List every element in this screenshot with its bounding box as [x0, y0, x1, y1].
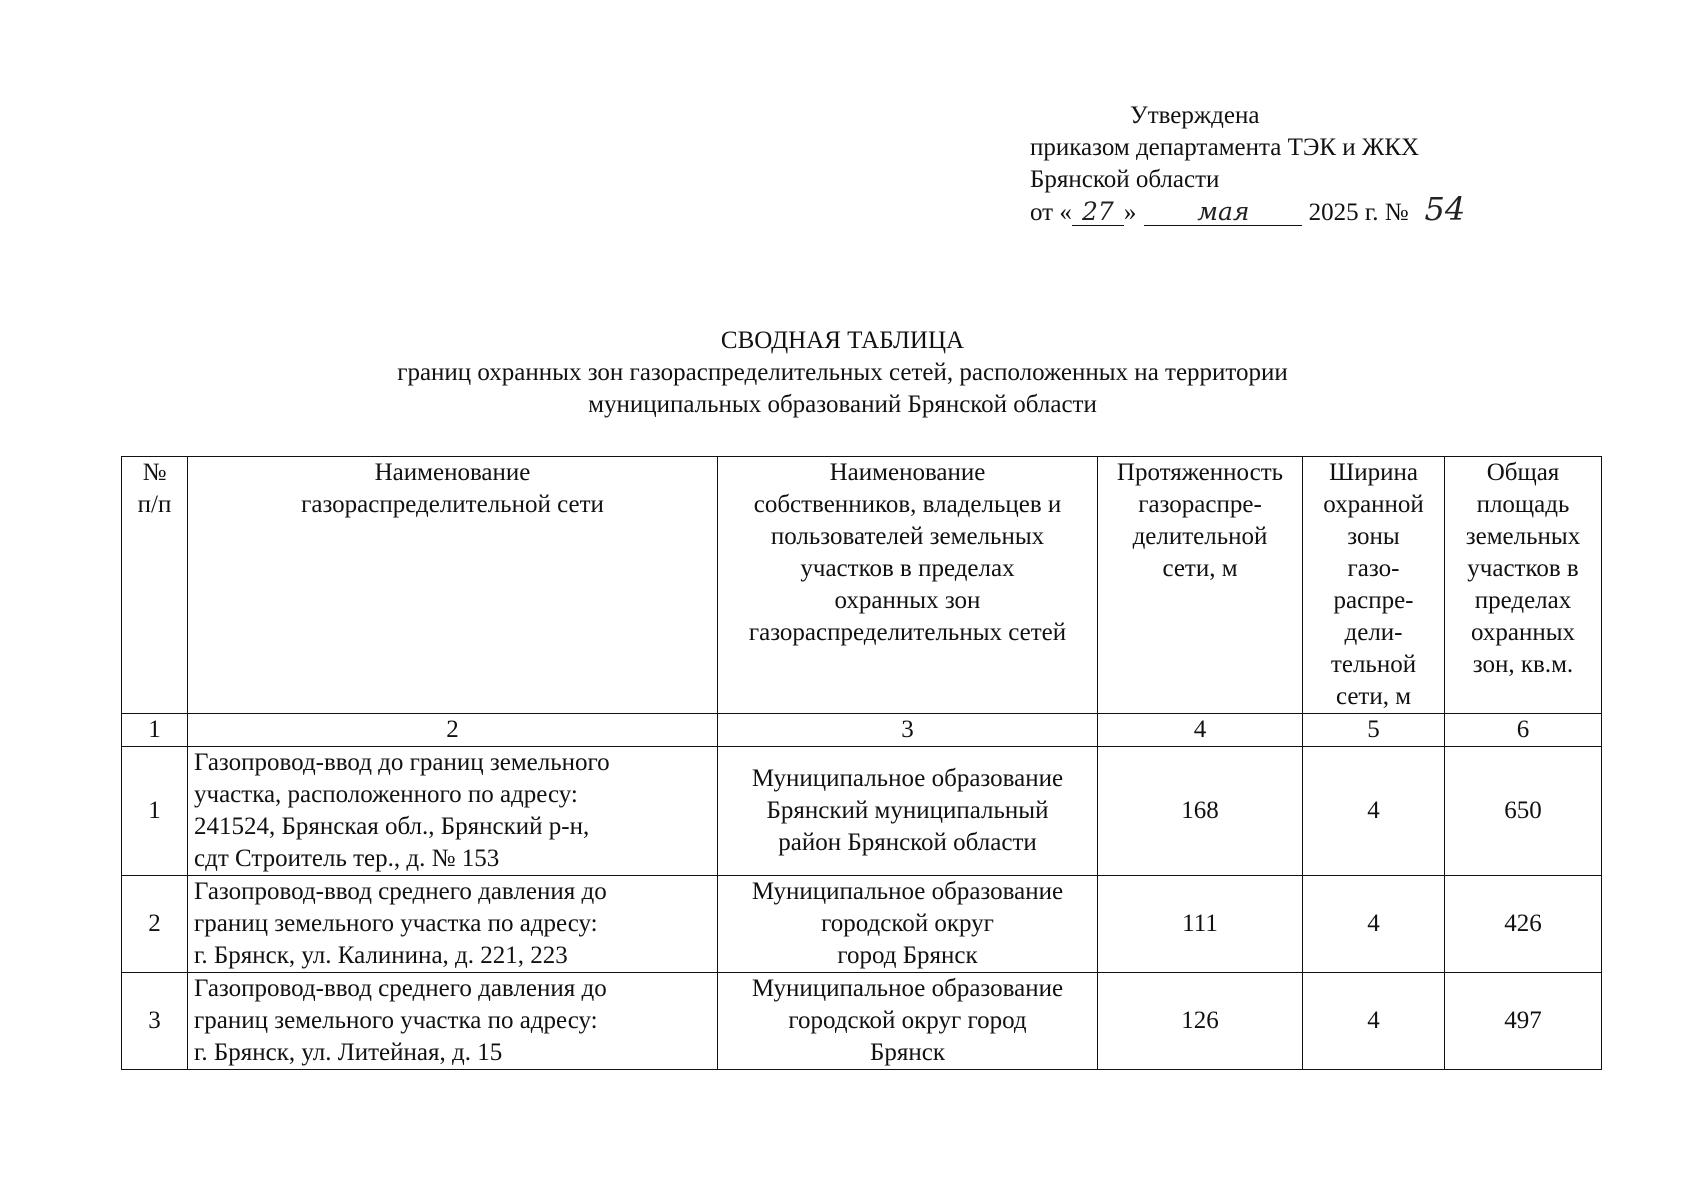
date-day-handwritten: 27 — [1072, 199, 1124, 226]
approval-issuer: приказом департамента ТЭК и ЖКХ — [1030, 134, 1420, 161]
network-name: Газопровод-ввод среднего давления до границ земельного участка по адресу: г. Брянск, ул. Литейная, д. 15 — [188, 973, 718, 1070]
row-number: 2 — [122, 876, 188, 973]
network-length: 126 — [1098, 973, 1303, 1070]
total-area: 497 — [1445, 973, 1602, 1070]
document-subtitle-line-2: муниципальных образований Брянской области — [588, 391, 1097, 418]
header-length: Протяженность газораспре- делительной сети, м — [1098, 457, 1303, 714]
header-network-name: Наименование газораспределительной сети — [188, 457, 718, 714]
date-prefix: от « — [1030, 199, 1072, 226]
document-title: СВОДНАЯ ТАБЛИЦА — [720, 327, 965, 354]
owner-name: Муниципальное образование городской округ город Брянск — [718, 973, 1098, 1070]
table-row — [122, 747, 1602, 876]
row-number: 3 — [122, 973, 188, 1070]
total-area: 426 — [1445, 876, 1602, 973]
approval-title: Утверждена — [1130, 102, 1260, 129]
column-number: 2 — [188, 714, 718, 747]
column-number-row — [122, 714, 1602, 747]
column-number: 4 — [1098, 714, 1303, 747]
header-total-area: Общая площадь земельных участков в пределах охранных зон, кв.м. — [1445, 457, 1602, 714]
approval-region: Брянской области — [1030, 166, 1220, 193]
owner-name: Муниципальное образование городской округ город Брянск — [718, 876, 1098, 973]
row-number: 1 — [122, 747, 188, 876]
header-row-number: № п/п — [122, 457, 188, 714]
column-number: 5 — [1303, 714, 1445, 747]
date-mid: » — [1123, 199, 1137, 226]
approval-date-line — [1030, 190, 1475, 229]
network-length: 168 — [1098, 747, 1303, 876]
zone-width: 4 — [1303, 876, 1445, 973]
column-number: 6 — [1445, 714, 1602, 747]
order-number-handwritten: 54 — [1424, 190, 1466, 228]
document-heading — [0, 325, 1685, 421]
network-name: Газопровод-ввод среднего давления до границ земельного участка по адресу: г. Брянск, ул. Калинина, д. 221, 223 — [188, 876, 718, 973]
table-row — [122, 876, 1602, 973]
summary-table — [121, 456, 1602, 1070]
zone-width: 4 — [1303, 973, 1445, 1070]
header-owners: Наименование собственников, владельцев и пользователей земельных участков в пределах охранных зон газораспределительных сетей — [718, 457, 1098, 714]
owner-name: Муниципальное образование Брянский муниципальный район Брянской области — [718, 747, 1098, 876]
network-length: 111 — [1098, 876, 1303, 973]
column-number: 3 — [718, 714, 1098, 747]
column-number: 1 — [122, 714, 188, 747]
date-month-handwritten: мая — [1144, 199, 1302, 226]
zone-width: 4 — [1303, 747, 1445, 876]
table-row — [122, 973, 1602, 1070]
network-name: Газопровод-ввод до границ земельного участка, расположенного по адресу: 241524, Брянская обл., Брянский р-н, сдт Строитель тер., д. № 153 — [188, 747, 718, 876]
date-year-and-number-label: 2025 г. № — [1308, 199, 1409, 226]
table-header-row — [122, 457, 1602, 714]
total-area: 650 — [1445, 747, 1602, 876]
approval-block — [1030, 100, 1475, 229]
header-zone-width: Ширина охранной зоны газо- распре- дели- тельной сети, м — [1303, 457, 1445, 714]
document-subtitle-line-1: границ охранных зон газораспределительных сетей, расположенных на территории — [397, 359, 1288, 386]
